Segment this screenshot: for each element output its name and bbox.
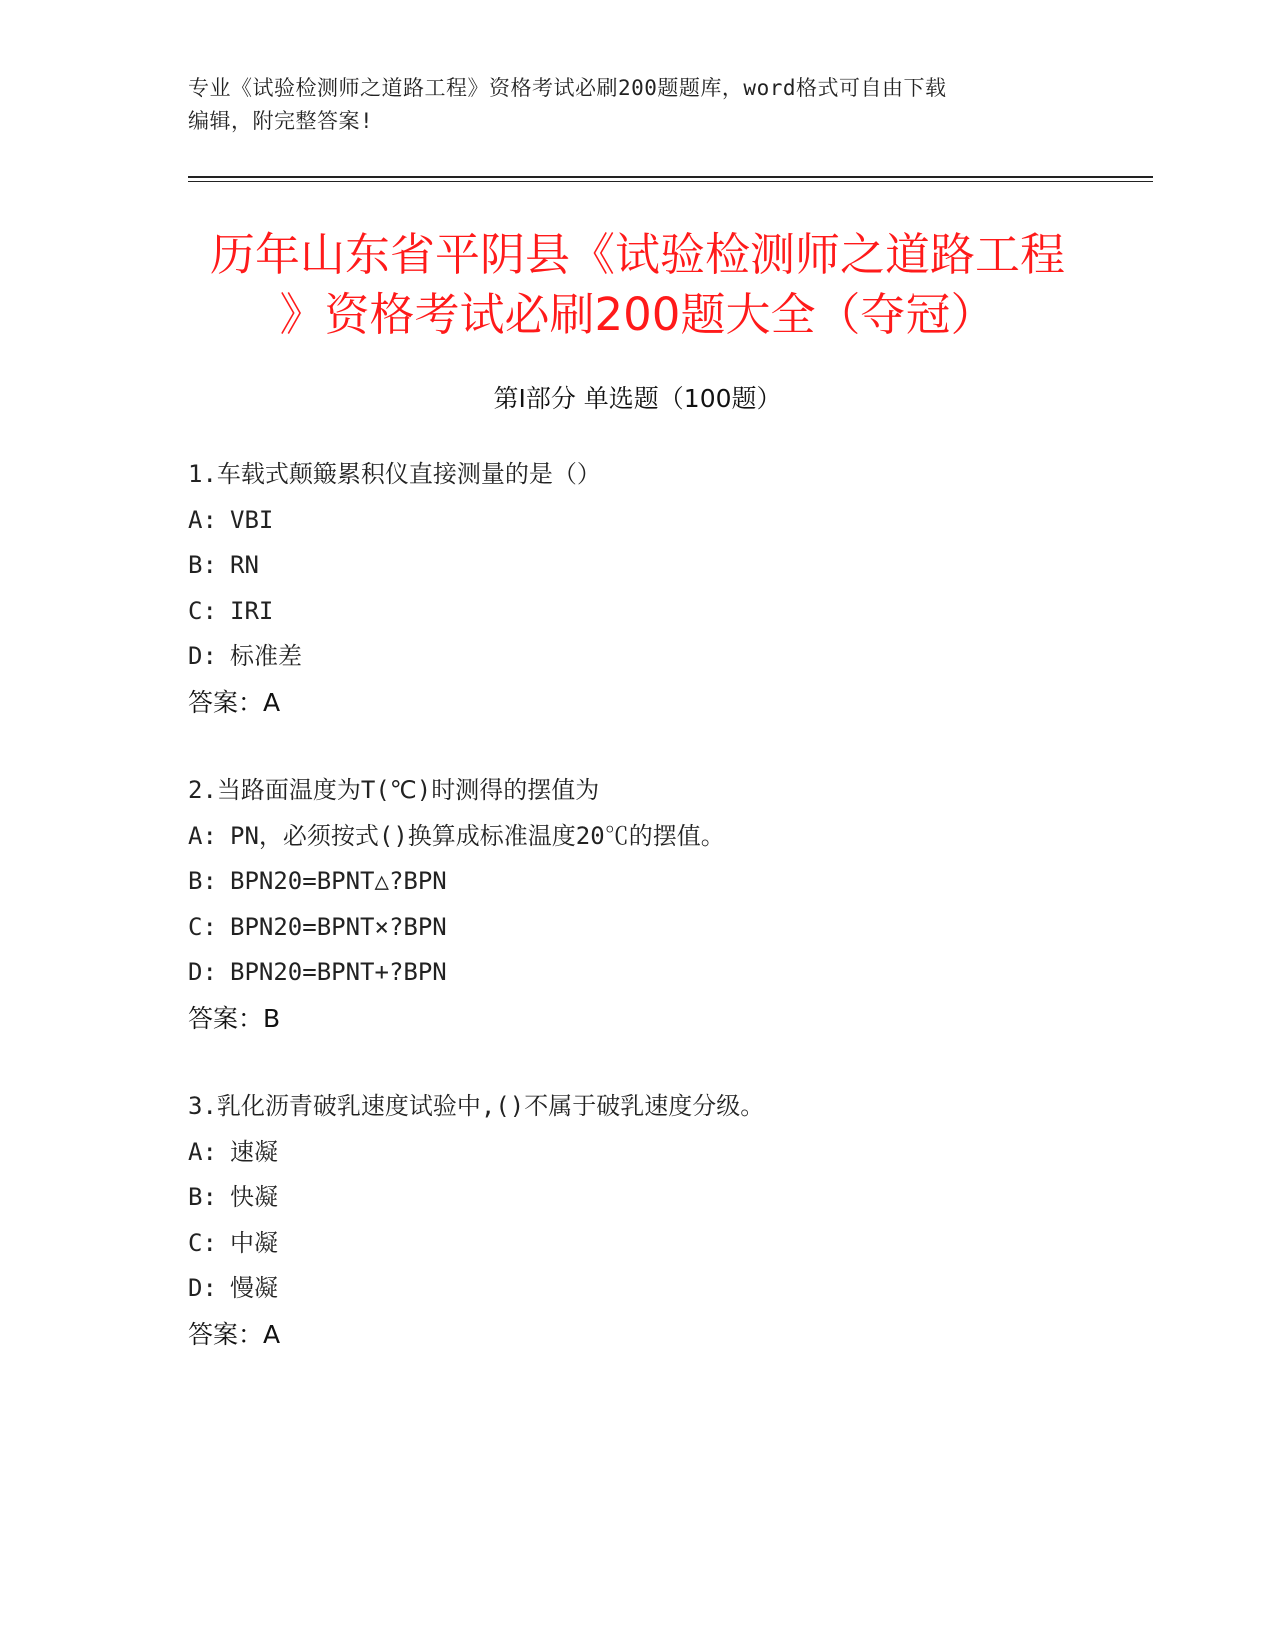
option-text: 中凝	[230, 1228, 278, 1257]
option-d	[188, 634, 1148, 680]
header-note-line1: 专业《试验检测师之道路工程》资格考试必刷200题题库，word格式可自由下载	[188, 76, 947, 100]
option-c	[188, 589, 1148, 635]
question-1	[188, 452, 1148, 725]
option-key: C:	[188, 912, 217, 941]
option-text: 快凝	[230, 1183, 278, 1211]
option-text: RN	[230, 551, 259, 579]
header-note	[188, 72, 1088, 138]
option-text: 速凝	[230, 1137, 278, 1166]
option-b	[188, 859, 1148, 905]
option-key: D:	[188, 1274, 217, 1302]
question-3	[188, 1084, 1148, 1357]
question-2	[188, 768, 1148, 1041]
option-key: A:	[188, 505, 217, 534]
option-d	[188, 950, 1148, 996]
option-key: B:	[188, 551, 217, 579]
option-c	[188, 1221, 1148, 1267]
option-d	[188, 1266, 1148, 1312]
option-text: PN，必须按式()换算成标准温度20℃的摆值。	[230, 821, 725, 850]
page-title	[150, 225, 1125, 345]
header-divider-thick	[188, 176, 1153, 178]
option-key: C:	[188, 596, 217, 625]
header-note-line2: 编辑，附完整答案!	[188, 109, 374, 133]
option-text: BPN20=BPNT×?BPN	[230, 912, 447, 941]
page-title-line1: 历年山东省平阴县《试验检测师之道路工程	[209, 228, 1065, 281]
question-stem: 3.乳化沥青破乳速度试验中,()不属于破乳速度分级。	[188, 1092, 765, 1120]
option-key: C:	[188, 1228, 217, 1257]
option-a	[188, 1130, 1148, 1176]
option-text: 标准差	[230, 642, 302, 670]
header-divider-thin	[188, 181, 1153, 182]
option-key: B:	[188, 1183, 217, 1211]
page-title-line2: 》资格考试必刷200题大全（夺冠）	[279, 288, 996, 341]
option-text: IRI	[230, 596, 274, 625]
option-key: A:	[188, 1137, 217, 1166]
option-key: D:	[188, 642, 217, 670]
answer-line: 答案：A	[188, 1319, 281, 1349]
section-title: 第Ⅰ部分 单选题（100题）	[493, 384, 782, 413]
option-b	[188, 1175, 1148, 1221]
option-c	[188, 905, 1148, 951]
option-key: A:	[188, 821, 217, 850]
question-stem: 1.车载式颠簸累积仪直接测量的是（）	[188, 460, 601, 488]
option-key: D:	[188, 958, 217, 986]
answer-line: 答案：B	[188, 1003, 281, 1033]
answer-line: 答案：A	[188, 687, 281, 717]
option-text: VBI	[230, 505, 274, 534]
option-a	[188, 498, 1148, 544]
option-text: BPN20=BPNT△?BPN	[230, 867, 447, 895]
option-a	[188, 814, 1148, 860]
question-stem: 2.当路面温度为T(℃)时测得的摆值为	[188, 776, 600, 804]
option-text: BPN20=BPNT+?BPN	[230, 958, 447, 986]
option-text: 慢凝	[230, 1274, 278, 1302]
option-key: B:	[188, 867, 217, 895]
option-b	[188, 543, 1148, 589]
